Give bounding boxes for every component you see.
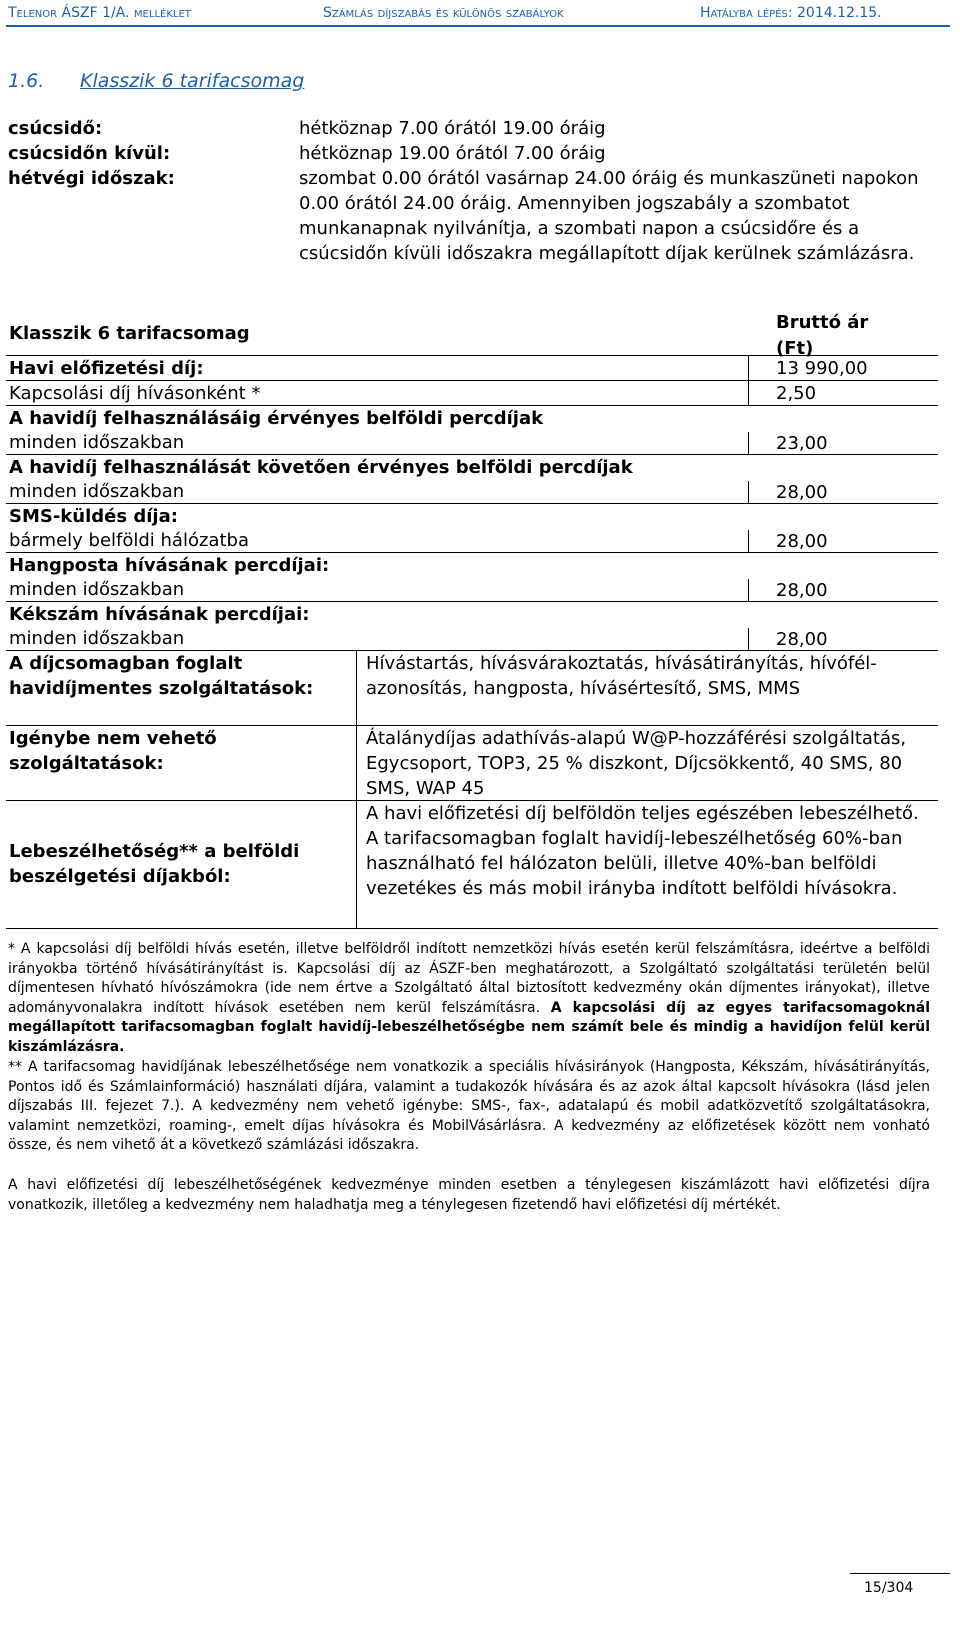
footer-rule — [850, 1573, 950, 1574]
table-row — [6, 406, 938, 455]
unavailable-services-row — [6, 726, 938, 801]
rate-heading: Hangposta hívásának percdíjai: — [9, 555, 330, 576]
usage-allowance-row — [6, 801, 938, 929]
rate-label: minden időszakban — [9, 481, 185, 502]
header-effective-date: Hatályba lépés: 2014.12.15. — [700, 5, 882, 21]
section-title: Klasszik 6 tarifacsomag — [80, 70, 305, 92]
monthly-fee-row — [6, 356, 938, 381]
table-row — [6, 504, 938, 553]
rate-value: 28,00 — [776, 531, 828, 552]
rate-heading: A havidíj felhasználását követően érvényes belföldi percdíjak — [9, 457, 633, 478]
footnote-connection-fee — [8, 940, 930, 1058]
offpeak-time-value: hétköznap 19.00 órától 7.00 óráig — [299, 143, 606, 164]
peak-time-value: hétköznap 7.00 órától 19.00 óráig — [299, 118, 606, 139]
rate-value: 28,00 — [776, 482, 828, 503]
table-row — [6, 455, 938, 504]
monthly-fee-label: Havi előfizetési díj: — [9, 358, 204, 379]
unavailable-services-text: Átalánydíjas adathívás-alapú W@P-hozzáférési szolgáltatás, Egycsoport, TOP3, 25 % diszkont, Díjcsökkentő, 40 SMS, 80 SMS, WAP 45 — [366, 728, 907, 799]
rate-label: minden időszakban — [9, 432, 185, 453]
table-row — [6, 602, 938, 651]
weekend-time-label: hétvégi időszak: — [8, 168, 175, 189]
connection-fee-value: 2,50 — [776, 383, 817, 404]
header-doc-ref: Telenor ÁSZF 1/A. melléklet — [8, 5, 191, 21]
rate-heading: A havidíj felhasználásáig érvényes belföldi percdíjak — [9, 408, 544, 429]
rate-value: 23,00 — [776, 433, 828, 454]
monthly-fee-value: 13 990,00 — [776, 358, 868, 379]
connection-fee-row — [6, 381, 938, 406]
unavailable-services-label: Igénybe nem vehető szolgáltatások: — [9, 728, 217, 774]
rate-heading: Kékszám hívásának percdíjai: — [9, 604, 310, 625]
connection-fee-label: Kapcsolási díj hívásonként * — [9, 383, 261, 404]
footnote-connection-fee-bold: A kapcsolási díj az egyes tarifacsomagoknál megállapított tarifacsomagban foglalt havidíj-lebeszélhetőségbe nem számít bele és mindig a havidíjon felül kerül kiszámlázásra. — [8, 999, 930, 1055]
footnote-usage-exclusions: ** A tarifacsomag havidíjának lebeszélhetősége nem vonatkozik a speciális hívásirányok (Hangposta, Kékszám, hívásátirányítás, Pontos idő és Számlainformáció) használati díjára, valamint a tudakozók hívására és az azok által kapcsolt hívásokra (lásd jelen díjszabás III. fejezet 7.). A kedvezmény nem vehető igénybe: SMS-, fax-, adatalapú és mobil adatközvetítő szolgáltatásokra, valamint nemzetközi, roaming-, emelt díjas hívásokra és MobilVásárlásra. A kedvezmény az előfizetések között nem vonható össze, és nem vihető át a következő számlázási időszakra. — [8, 1059, 930, 1154]
rate-label: bármely belföldi hálózatba — [9, 530, 249, 551]
footnote-connection-fee-text: * A kapcsolási díj belföldi hívás esetén, illetve belföldről indított nemzetközi hívás esetén kerül felszámításra, ideértve a belföldi irányokba történő hívásátirányítást is. Kapcsolási díj az ÁSZF-ben meghatározott, a Szolgáltató szolgáltatási területén belül díjmentesen hívható hívószámokra (ide nem értve a Szolgáltató által biztosított kedvezmény okán díjmentes irányokat), illetve adományvonalakra indított hívások esetében nem kerül felszámításra. — [8, 941, 930, 1016]
usage-allowance-label: Lebeszélhetőség** a belföldi beszélgetési díjakból: — [9, 841, 300, 887]
table-title-row — [6, 312, 938, 359]
offpeak-time-label: csúcsidőn kívül: — [8, 143, 171, 164]
table-row — [6, 553, 938, 602]
section-heading — [8, 70, 304, 92]
page-number: 15/304 — [864, 1580, 914, 1596]
page-header — [0, 0, 960, 26]
section-number: 1.6. — [8, 70, 45, 92]
rate-label: minden időszakban — [9, 579, 185, 600]
footnote-discount-limit: A havi előfizetési díj lebeszélhetőségének kedvezménye minden esetben a ténylegesen kiszámlázott havi előfizetési díjra vonatkozik, illetőleg a kedvezmény nem haladhatja meg a ténylegesen fizetendő havi előfizetési díj mértékét. — [8, 1177, 930, 1213]
rate-value: 28,00 — [776, 629, 828, 650]
rate-heading: SMS-küldés díja: — [9, 506, 178, 527]
included-services-label: A díjcsomagban foglalt havidíjmentes szolgáltatások: — [9, 653, 314, 699]
included-services-text: Hívástartás, hívásvárakoztatás, hívásátirányítás, hívófél-azonosítás, hangposta, hívásértesítő, SMS, MMS — [366, 653, 877, 699]
rate-label: minden időszakban — [9, 628, 185, 649]
header-doc-title: Számlás díjszabás és különös szabályok — [323, 5, 564, 21]
included-services-row — [6, 651, 938, 726]
usage-allowance-text: A havi előfizetési díj belföldön teljes egészében lebeszélhető. A tarifacsomagban foglalt havidíj-lebeszélhetőség 60%-ban használható fel hálózaton belüli, illetve 40%-ban belföldi vezetékes és más mobil irányba indított belföldi hívásokra. — [366, 803, 919, 899]
price-column-header: Bruttó ár (Ft) — [776, 312, 869, 359]
weekend-time-value: szombat 0.00 órától vasárnap 24.00 óráig és munkaszüneti napokon 0.00 órától 24.00 óráig. Amennyiben jogszabály a szombatot munkanapnak nyilvánítja, a szombati napon a csúcsidőre és a csúcsidőn kívüli időszakra megállapított díjak kerülnek számlázásra. — [299, 168, 919, 264]
table-title: Klasszik 6 tarifacsomag — [9, 323, 250, 344]
header-rule — [6, 25, 950, 27]
peak-time-label: csúcsidő: — [8, 118, 103, 139]
rate-value: 28,00 — [776, 580, 828, 601]
